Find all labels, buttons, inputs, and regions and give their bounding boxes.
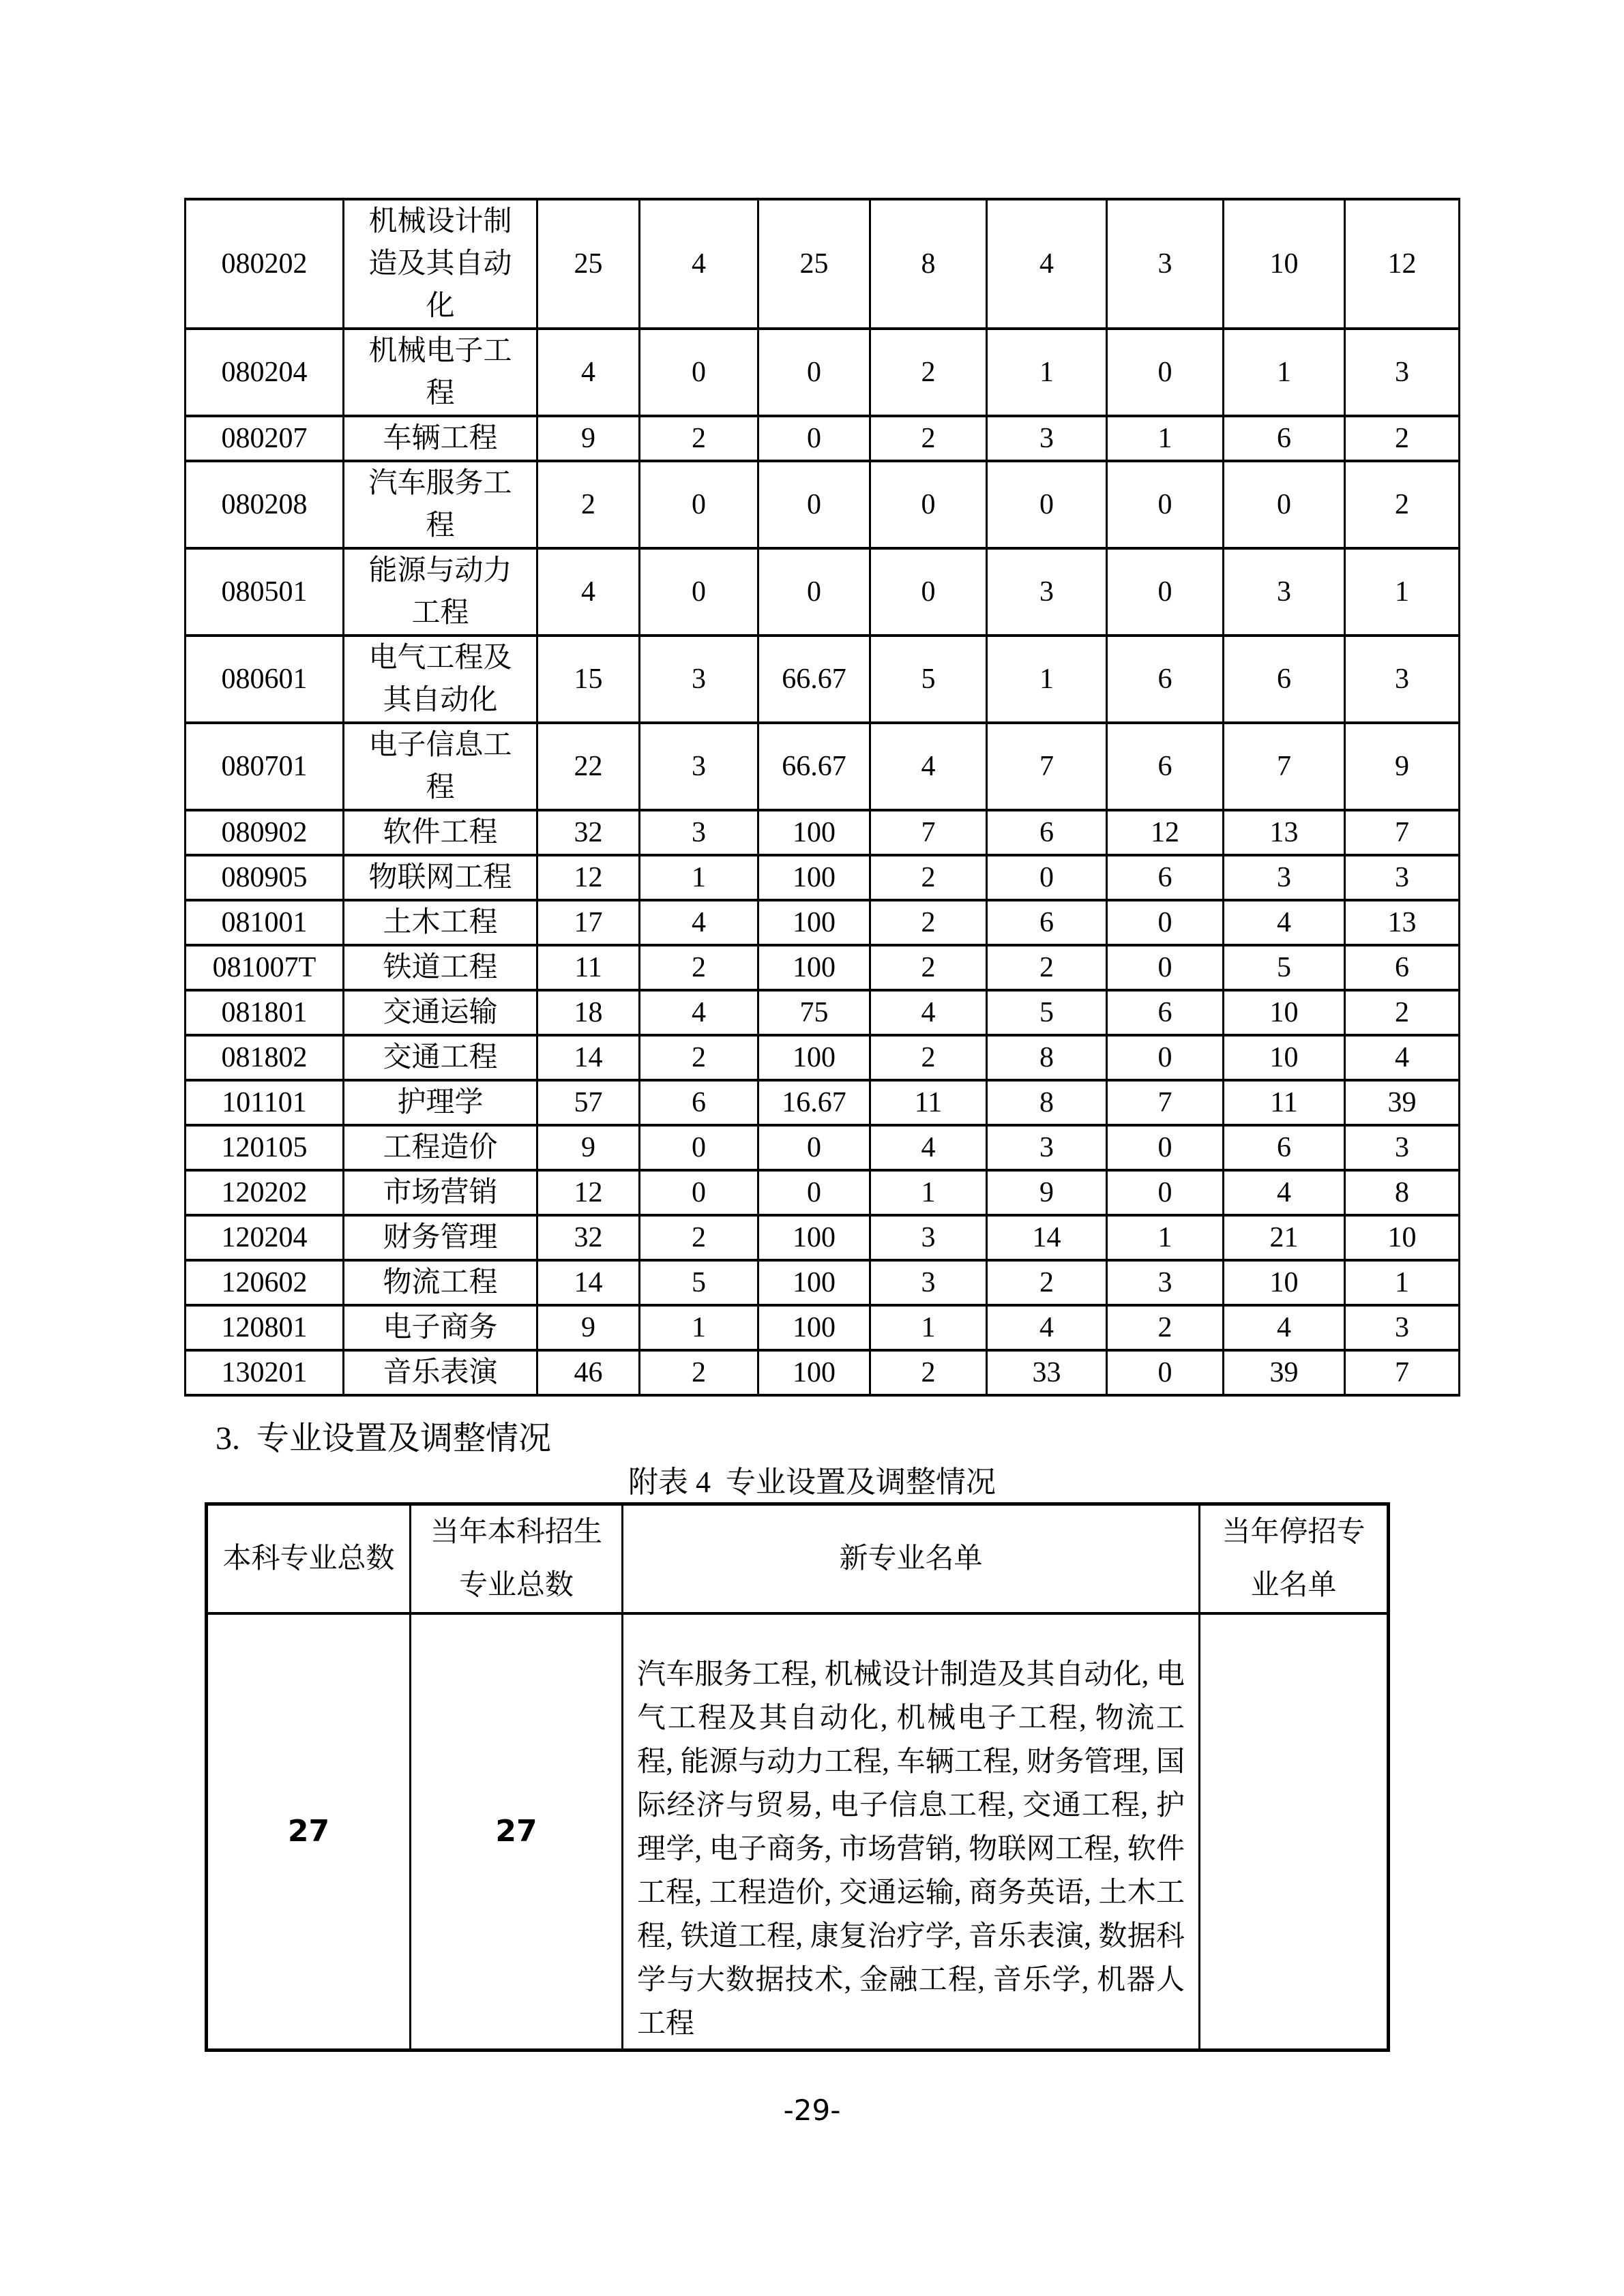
major-value-cell: 14: [537, 1260, 640, 1305]
major-value-cell: 12: [537, 855, 640, 900]
major-value-cell: 0: [870, 548, 987, 636]
major-name-cell: 工程造价: [344, 1125, 537, 1170]
major-value-cell: 3: [987, 416, 1107, 461]
major-setup-table: [205, 1502, 1390, 2052]
major-name-cell: 交通工程: [344, 1035, 537, 1080]
major-value-cell: 0: [1224, 461, 1345, 548]
major-value-cell: 12: [537, 1170, 640, 1215]
major-value-cell: 0: [1107, 1035, 1224, 1080]
major-value-cell: 0: [758, 416, 870, 461]
major-name-cell: 交通运输: [344, 990, 537, 1035]
major-value-cell: 14: [987, 1215, 1107, 1260]
major-code-cell: 130201: [186, 1350, 344, 1395]
major-value-cell: 6: [1107, 723, 1224, 810]
major-name-cell: 能源与动力工程: [344, 548, 537, 636]
major-value-cell: 2: [640, 1215, 758, 1260]
major-code-cell: 080202: [186, 199, 344, 329]
major-value-cell: 25: [758, 199, 870, 329]
major-code-cell: 080501: [186, 548, 344, 636]
header-enrolling-majors: 当年本科招生专业总数: [411, 1504, 623, 1614]
major-value-cell: 1: [1345, 1260, 1460, 1305]
major-value-cell: 25: [537, 199, 640, 329]
major-code-cell: 101101: [186, 1080, 344, 1125]
major-value-cell: 66.67: [758, 636, 870, 723]
major-value-cell: 100: [758, 1305, 870, 1350]
stopped-majors-value: [1200, 1613, 1389, 2050]
major-value-cell: 100: [758, 945, 870, 990]
major-value-cell: 0: [1107, 900, 1224, 945]
majors-table-row: [186, 855, 1460, 900]
majors-table-row: [186, 900, 1460, 945]
total-majors-value: 27: [207, 1613, 411, 2050]
major-value-cell: 0: [640, 1125, 758, 1170]
setup-table-header-row: [207, 1504, 1389, 1614]
major-name-cell: 市场营销: [344, 1170, 537, 1215]
major-name-cell: 财务管理: [344, 1215, 537, 1260]
major-value-cell: 10: [1224, 199, 1345, 329]
major-value-cell: 4: [1224, 1305, 1345, 1350]
major-name-cell: 电子信息工程: [344, 723, 537, 810]
table-caption: 附表 4 专业设置及调整情况: [628, 1465, 996, 1499]
major-value-cell: 100: [758, 855, 870, 900]
major-code-cell: 080601: [186, 636, 344, 723]
major-value-cell: 9: [987, 1170, 1107, 1215]
major-value-cell: 0: [987, 461, 1107, 548]
major-value-cell: 3: [1345, 855, 1460, 900]
majors-table-row: [186, 1350, 1460, 1395]
major-value-cell: 2: [870, 855, 987, 900]
major-value-cell: 1: [640, 855, 758, 900]
header-total-majors: 本科专业总数: [207, 1504, 411, 1614]
major-value-cell: 100: [758, 1215, 870, 1260]
major-value-cell: 9: [537, 416, 640, 461]
major-value-cell: 0: [758, 461, 870, 548]
major-value-cell: 2: [987, 1260, 1107, 1305]
major-code-cell: 081802: [186, 1035, 344, 1080]
major-value-cell: 2: [1107, 1305, 1224, 1350]
major-value-cell: 15: [537, 636, 640, 723]
major-value-cell: 0: [640, 548, 758, 636]
major-value-cell: 2: [640, 416, 758, 461]
major-value-cell: 0: [1107, 548, 1224, 636]
major-value-cell: 0: [640, 461, 758, 548]
major-value-cell: 7: [870, 810, 987, 855]
major-value-cell: 39: [1224, 1350, 1345, 1395]
major-value-cell: 5: [870, 636, 987, 723]
majors-table-row: [186, 1170, 1460, 1215]
major-value-cell: 3: [1224, 548, 1345, 636]
major-code-cell: 081001: [186, 900, 344, 945]
major-name-cell: 机械电子工程: [344, 329, 537, 416]
major-value-cell: 39: [1345, 1080, 1460, 1125]
major-value-cell: 11: [870, 1080, 987, 1125]
major-value-cell: 100: [758, 1035, 870, 1080]
major-value-cell: 14: [537, 1035, 640, 1080]
major-value-cell: 12: [1107, 810, 1224, 855]
major-name-cell: 物流工程: [344, 1260, 537, 1305]
major-value-cell: 7: [987, 723, 1107, 810]
major-value-cell: 1: [987, 329, 1107, 416]
major-code-cell: 080701: [186, 723, 344, 810]
major-value-cell: 6: [1224, 636, 1345, 723]
major-value-cell: 2: [870, 1035, 987, 1080]
majors-table-row: [186, 990, 1460, 1035]
enrolling-majors-value: 27: [411, 1613, 623, 2050]
major-value-cell: 17: [537, 900, 640, 945]
major-value-cell: 10: [1224, 1035, 1345, 1080]
major-value-cell: 7: [1345, 1350, 1460, 1395]
major-value-cell: 3: [1345, 1125, 1460, 1170]
major-value-cell: 3: [870, 1260, 987, 1305]
major-value-cell: 7: [1345, 810, 1460, 855]
major-value-cell: 3: [640, 810, 758, 855]
majors-table-body: [186, 199, 1460, 1395]
majors-table-row: [186, 416, 1460, 461]
new-majors-list: 汽车服务工程, 机械设计制造及其自动化, 电气工程及其自动化, 机械电子工程, 物流工程, 能源与动力工程, 车辆工程, 财务管理, 国际经济与贸易, 电子信息工程, 交通工程, 护理学, 电子商务, 市场营销, 物联网工程, 软件工程, 工程造价, 交通运输, 商务英语, 土木工程, 铁道工程, 康复治疗学, 音乐表演, 数据科学与大数据技术, 金融工程, 音乐学, 机器人工程: [623, 1613, 1200, 2050]
major-code-cell: 120204: [186, 1215, 344, 1260]
major-value-cell: 0: [1107, 945, 1224, 990]
setup-table-data-row: [207, 1613, 1389, 2050]
major-value-cell: 10: [1224, 990, 1345, 1035]
major-value-cell: 11: [537, 945, 640, 990]
major-value-cell: 12: [1345, 199, 1460, 329]
majors-table-row: [186, 1305, 1460, 1350]
major-value-cell: 21: [1224, 1215, 1345, 1260]
major-value-cell: 0: [640, 329, 758, 416]
major-code-cell: 081007T: [186, 945, 344, 990]
major-value-cell: 0: [758, 548, 870, 636]
major-value-cell: 18: [537, 990, 640, 1035]
major-name-cell: 铁道工程: [344, 945, 537, 990]
major-value-cell: 4: [1224, 1170, 1345, 1215]
major-value-cell: 4: [987, 199, 1107, 329]
major-value-cell: 3: [1345, 636, 1460, 723]
major-value-cell: 3: [1345, 329, 1460, 416]
majors-table-row: [186, 329, 1460, 416]
major-value-cell: 0: [640, 1170, 758, 1215]
major-value-cell: 4: [1345, 1035, 1460, 1080]
major-name-cell: 车辆工程: [344, 416, 537, 461]
major-value-cell: 8: [987, 1080, 1107, 1125]
major-name-cell: 土木工程: [344, 900, 537, 945]
major-value-cell: 6: [987, 900, 1107, 945]
major-value-cell: 7: [1224, 723, 1345, 810]
majors-table-row: [186, 1215, 1460, 1260]
major-value-cell: 4: [537, 329, 640, 416]
major-code-cell: 120801: [186, 1305, 344, 1350]
major-name-cell: 护理学: [344, 1080, 537, 1125]
major-value-cell: 3: [640, 636, 758, 723]
major-value-cell: 0: [987, 855, 1107, 900]
major-name-cell: 电子商务: [344, 1305, 537, 1350]
majors-table-row: [186, 1080, 1460, 1125]
major-value-cell: 100: [758, 1350, 870, 1395]
major-value-cell: 8: [870, 199, 987, 329]
major-value-cell: 100: [758, 1260, 870, 1305]
major-value-cell: 46: [537, 1350, 640, 1395]
major-value-cell: 1: [987, 636, 1107, 723]
major-value-cell: 2: [1345, 461, 1460, 548]
major-value-cell: 7: [1107, 1080, 1224, 1125]
majors-statistics-table: [184, 198, 1460, 1397]
major-value-cell: 0: [1107, 1125, 1224, 1170]
major-value-cell: 13: [1345, 900, 1460, 945]
major-value-cell: 2: [1345, 416, 1460, 461]
major-value-cell: 5: [1224, 945, 1345, 990]
major-code-cell: 080204: [186, 329, 344, 416]
majors-table-row: [186, 548, 1460, 636]
majors-table-row: [186, 1035, 1460, 1080]
major-value-cell: 5: [987, 990, 1107, 1035]
major-value-cell: 16.67: [758, 1080, 870, 1125]
major-value-cell: 6: [1345, 945, 1460, 990]
major-value-cell: 8: [1345, 1170, 1460, 1215]
major-value-cell: 4: [640, 900, 758, 945]
major-value-cell: 1: [1107, 1215, 1224, 1260]
major-value-cell: 22: [537, 723, 640, 810]
major-name-cell: 音乐表演: [344, 1350, 537, 1395]
major-value-cell: 11: [1224, 1080, 1345, 1125]
major-value-cell: 3: [640, 723, 758, 810]
major-name-cell: 汽车服务工程: [344, 461, 537, 548]
major-value-cell: 1: [1224, 329, 1345, 416]
major-value-cell: 3: [1107, 1260, 1224, 1305]
major-value-cell: 4: [987, 1305, 1107, 1350]
major-name-cell: 机械设计制造及其自动化: [344, 199, 537, 329]
major-value-cell: 10: [1345, 1215, 1460, 1260]
major-value-cell: 4: [870, 723, 987, 810]
majors-table-row: [186, 810, 1460, 855]
header-new-majors: 新专业名单: [623, 1504, 1200, 1614]
major-value-cell: 32: [537, 810, 640, 855]
major-value-cell: 2: [870, 416, 987, 461]
major-value-cell: 57: [537, 1080, 640, 1125]
major-code-cell: 120602: [186, 1260, 344, 1305]
major-value-cell: 3: [1224, 855, 1345, 900]
major-value-cell: 2: [537, 461, 640, 548]
major-value-cell: 2: [870, 945, 987, 990]
major-value-cell: 66.67: [758, 723, 870, 810]
major-value-cell: 1: [1107, 416, 1224, 461]
header-stopped-majors: 当年停招专业名单: [1200, 1504, 1389, 1614]
major-value-cell: 3: [870, 1215, 987, 1260]
major-value-cell: 0: [758, 1125, 870, 1170]
major-value-cell: 2: [1345, 990, 1460, 1035]
major-value-cell: 13: [1224, 810, 1345, 855]
major-value-cell: 3: [987, 548, 1107, 636]
major-value-cell: 6: [987, 810, 1107, 855]
major-value-cell: 10: [1224, 1260, 1345, 1305]
major-value-cell: 1: [640, 1305, 758, 1350]
major-value-cell: 3: [987, 1125, 1107, 1170]
major-code-cell: 080207: [186, 416, 344, 461]
major-value-cell: 75: [758, 990, 870, 1035]
major-value-cell: 4: [640, 990, 758, 1035]
majors-table-row: [186, 1125, 1460, 1170]
major-value-cell: 9: [1345, 723, 1460, 810]
major-name-cell: 软件工程: [344, 810, 537, 855]
section-heading: 3. 专业设置及调整情况: [216, 1420, 552, 1457]
majors-table-row: [186, 636, 1460, 723]
majors-table-row: [186, 945, 1460, 990]
major-value-cell: 3: [1345, 1305, 1460, 1350]
major-value-cell: 4: [1224, 900, 1345, 945]
major-code-cell: 080905: [186, 855, 344, 900]
major-value-cell: 6: [1107, 990, 1224, 1035]
page-number: -29-: [783, 2093, 841, 2127]
major-value-cell: 9: [537, 1305, 640, 1350]
major-value-cell: 0: [1107, 1350, 1224, 1395]
major-value-cell: 0: [758, 329, 870, 416]
major-value-cell: 0: [1107, 1170, 1224, 1215]
major-value-cell: 3: [1107, 199, 1224, 329]
majors-table-row: [186, 1260, 1460, 1305]
major-value-cell: 0: [1107, 461, 1224, 548]
major-name-cell: 物联网工程: [344, 855, 537, 900]
major-value-cell: 6: [640, 1080, 758, 1125]
major-value-cell: 4: [870, 1125, 987, 1170]
major-value-cell: 6: [1107, 855, 1224, 900]
major-name-cell: 电气工程及其自动化: [344, 636, 537, 723]
major-value-cell: 5: [640, 1260, 758, 1305]
major-value-cell: 2: [870, 900, 987, 945]
major-value-cell: 1: [870, 1170, 987, 1215]
major-value-cell: 9: [537, 1125, 640, 1170]
major-value-cell: 1: [1345, 548, 1460, 636]
major-value-cell: 6: [1224, 1125, 1345, 1170]
major-value-cell: 4: [640, 199, 758, 329]
major-value-cell: 2: [640, 945, 758, 990]
major-value-cell: 100: [758, 810, 870, 855]
major-code-cell: 120202: [186, 1170, 344, 1215]
major-value-cell: 4: [537, 548, 640, 636]
major-value-cell: 1: [870, 1305, 987, 1350]
majors-table-row: [186, 461, 1460, 548]
major-value-cell: 33: [987, 1350, 1107, 1395]
major-value-cell: 6: [1224, 416, 1345, 461]
majors-table-row: [186, 723, 1460, 810]
major-value-cell: 4: [870, 990, 987, 1035]
major-code-cell: 080902: [186, 810, 344, 855]
major-code-cell: 120105: [186, 1125, 344, 1170]
majors-table-row: [186, 199, 1460, 329]
major-code-cell: 080208: [186, 461, 344, 548]
major-value-cell: 8: [987, 1035, 1107, 1080]
major-value-cell: 6: [1107, 636, 1224, 723]
major-value-cell: 2: [640, 1350, 758, 1395]
major-value-cell: 32: [537, 1215, 640, 1260]
major-value-cell: 0: [1107, 329, 1224, 416]
major-value-cell: 2: [640, 1035, 758, 1080]
major-code-cell: 081801: [186, 990, 344, 1035]
major-value-cell: 2: [987, 945, 1107, 990]
major-value-cell: 0: [758, 1170, 870, 1215]
major-value-cell: 0: [870, 461, 987, 548]
major-value-cell: 2: [870, 1350, 987, 1395]
major-value-cell: 2: [870, 329, 987, 416]
major-value-cell: 100: [758, 900, 870, 945]
